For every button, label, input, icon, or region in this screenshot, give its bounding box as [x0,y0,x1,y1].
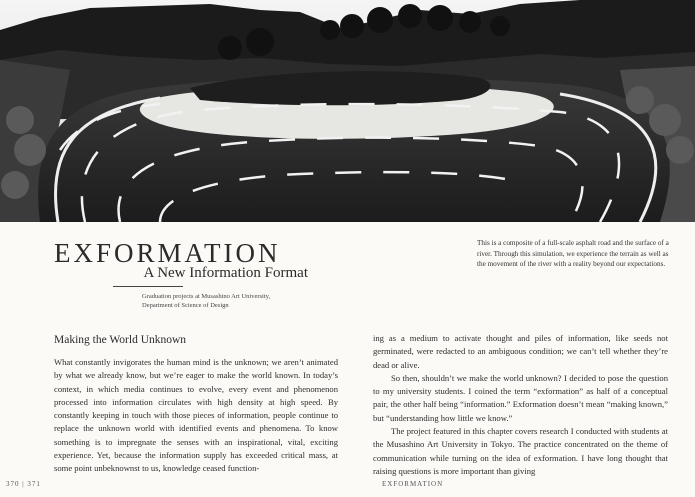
credit-line-2: Department of Science of Design [142,302,229,309]
body-paragraph: So then, shouldn’t we make the world unknown? I decided to pose the question to my university students. I coined the term “exformation” as half of a conceptual pair, the other half being “information.” Exformation doesn’t mean “making known,” but “understanding how little we know.” [373,372,668,423]
photo-caption: This is a composite of a full-scale asphalt road and the surface of a river. Through this simulation, we experience the terrain as well as the movement of the river with a reality beyond our expectations. [477,239,669,268]
body-paragraph: ing as a medium to activate thought and piles of information, like seeds not germinated, were redacted to an ambiguous condition; we can’t tell whether they’re dead or alive. [373,333,668,370]
body-paragraph: The project featured in this chapter covers research I conducted with students at the Musashino Art University in Tokyo. The practice concentrated on the theme of communication while turning on the idea of exformation. I have long thought that raising questions is more important than giving [373,426,668,476]
page-subtitle: A New Information Format [143,265,308,281]
body-paragraph: What constantly invigorates the human mind is the unknown; we aren’t animated by what we already know, but we’re eager to make the world known. In today’s context, in which media continues to evolve, every event and phenomenon processed into information circulates with high density at high speed. By constantly keeping in touch with those pieces of information, people continue to replace the unknown world with identified events and phenomena. To know something is to impregnate the senses with an inspirational, vital, exciting experience. Yet, because the information supply has exceeded critical mass, at some point unbeknownst to us, knowledge ceased function- [54,357,338,474]
body-column-right [373,332,668,478]
road-photograph [0,0,695,222]
credit-line-1: Graduation projects at Musashino Art University, [142,293,271,300]
credit-text [142,292,312,310]
section-heading: Making the World Unknown [54,334,187,346]
page-numbers: 370 | 371 [6,480,41,488]
divider [113,286,183,287]
running-header: EXFORMATION [382,480,444,488]
body-column-left [54,356,338,476]
page-title: EXFORMATION [54,238,281,268]
